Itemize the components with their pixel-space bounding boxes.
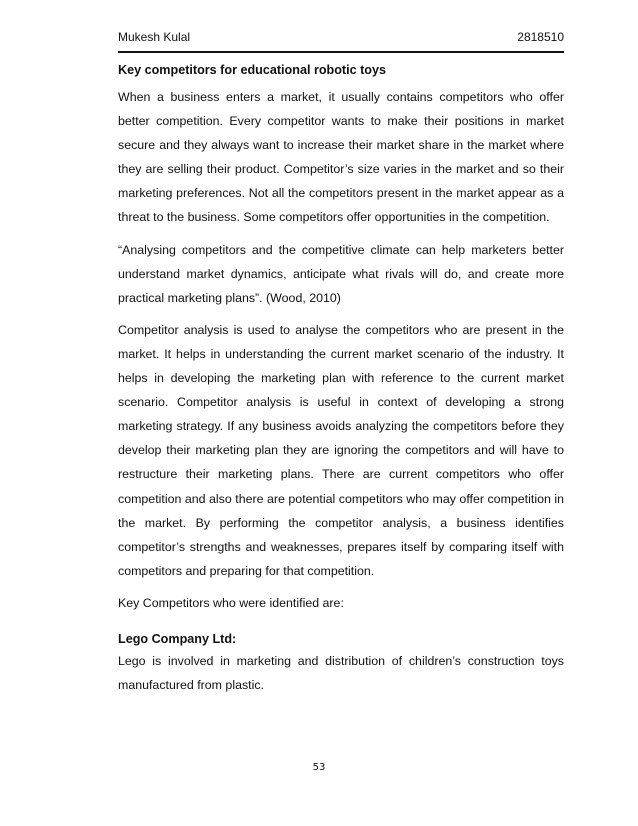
page-header — [118, 30, 564, 48]
header-student-id: 2818510 — [517, 30, 564, 44]
page-content — [118, 59, 564, 697]
header-rule — [118, 51, 564, 53]
paragraph-analysis: Competitor analysis is used to analyse the competitors who are present in the market. It helps in understanding the current market scenario of the industry. It helps in developing the marketing plan with reference to the current market scenario. Competitor analysis is useful in context of developing a strong marketing strategy. If any business avoids analyzing the competitors before they develop their marketing plan they are ignoring the competitors and will have to restructure their marketing plans. There are current competitors who offer competition and also there are potential competitors who may offer competition in the market. By performing the competitor analysis, a business identifies competitor’s strengths and weaknesses, prepares itself by comparing itself with competitors and preparing for that competition. — [118, 322, 564, 578]
paragraph-intro: When a business enters a market, it usually contains competitors who offer better competition. Every competitor wants to make their positions in market secure and they always want to increase their market share in the market where they are selling their product. Competitor’s size varies in the market and so their marketing preferences. Not all the competitors present in the market appear as a threat to the business. Some competitors offer opportunities in the competition. — [118, 90, 564, 225]
section-heading: Key competitors for educational robotic toys — [118, 63, 387, 77]
header-author: Mukesh Kulal — [118, 30, 191, 44]
paragraph-key-competitors: Key Competitors who were identified are: — [118, 595, 344, 610]
page-number: 53 — [312, 762, 326, 773]
competitor-description: Lego is involved in marketing and distribution of children’s construction toys manufactured from plastic. — [118, 653, 564, 693]
paragraph-quote: “Analysing competitors and the competitive climate can help marketers better understand market dynamics, anticipate what rivals will do, and create more practical marketing plans”. (Wood, 2010) — [118, 242, 564, 305]
competitor-heading: Lego Company Ltd: — [118, 631, 237, 646]
